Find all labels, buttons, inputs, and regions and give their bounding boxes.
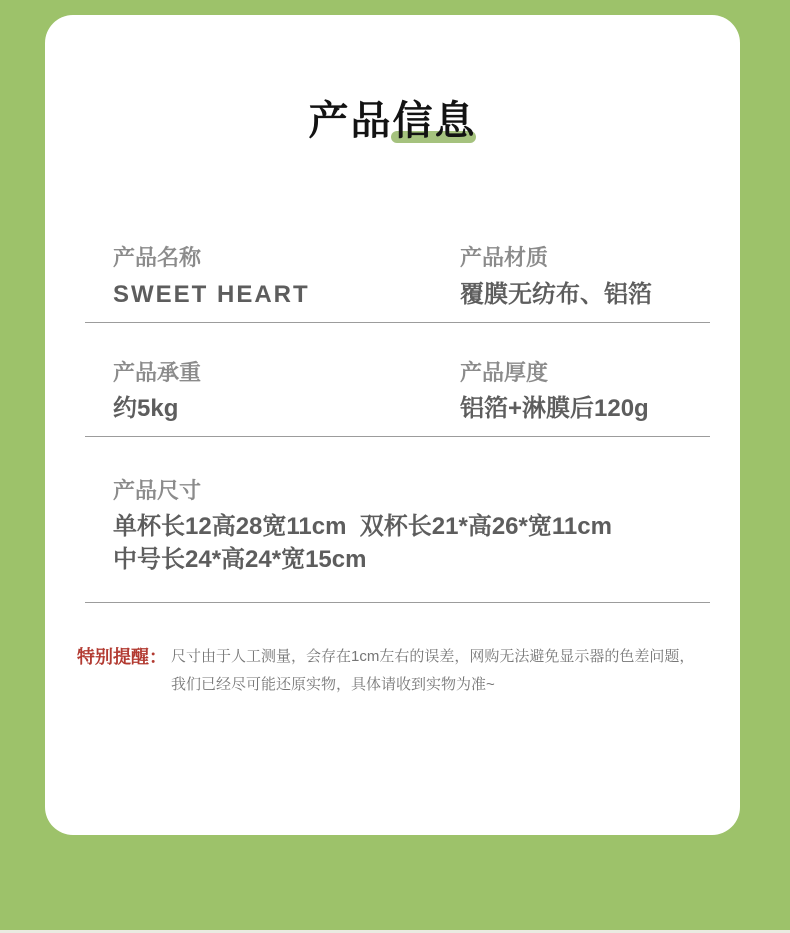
spec-product-load <box>45 359 393 425</box>
page-title-inner <box>309 98 477 144</box>
spec-product-material <box>393 244 741 310</box>
special-reminder-line2: 我们已经尽可能还原实物，具体请收到实物为准~ <box>171 675 495 693</box>
spec-label-product-size: 产品尺寸 <box>113 477 202 503</box>
spec-row-name-material <box>45 244 740 310</box>
special-reminder-label: 特别提醒： <box>77 646 167 667</box>
spec-product-size <box>45 477 740 576</box>
spec-row-load-thickness <box>45 359 740 425</box>
spec-product-name <box>45 244 393 310</box>
spec-value-product-thickness: 铝箔+淋膜后120g <box>460 395 649 423</box>
page-title <box>45 98 740 144</box>
special-reminder-note <box>45 643 740 699</box>
spec-label-product-material: 产品材质 <box>460 245 549 270</box>
spec-label-product-name: 产品名称 <box>113 245 202 270</box>
divider <box>85 436 710 437</box>
spec-value-product-size-line1: 单杯长12高28宽11cm 双杯长21*高26*宽11cm <box>113 513 612 541</box>
special-reminder-body <box>171 643 694 699</box>
spec-value-product-size-line2: 中号长24*高24*宽15cm <box>113 546 367 574</box>
spec-value-product-load: 约5kg <box>113 395 179 423</box>
page-title-text: 产品信息 <box>308 99 477 143</box>
spec-value-product-name: SWEET HEART <box>113 280 310 308</box>
spec-label-product-load: 产品承重 <box>113 359 202 385</box>
product-info-card <box>45 15 740 835</box>
spec-label-product-thickness: 产品厚度 <box>460 359 549 385</box>
special-reminder-line1: 尺寸由于人工测量，会存在1cm左右的误差，网购无法避免显示器的色差问题， <box>171 647 695 665</box>
divider <box>85 602 710 603</box>
spec-product-thickness <box>393 359 741 425</box>
spec-value-product-material: 覆膜无纺布、铝箔 <box>460 280 652 308</box>
divider <box>85 322 710 323</box>
